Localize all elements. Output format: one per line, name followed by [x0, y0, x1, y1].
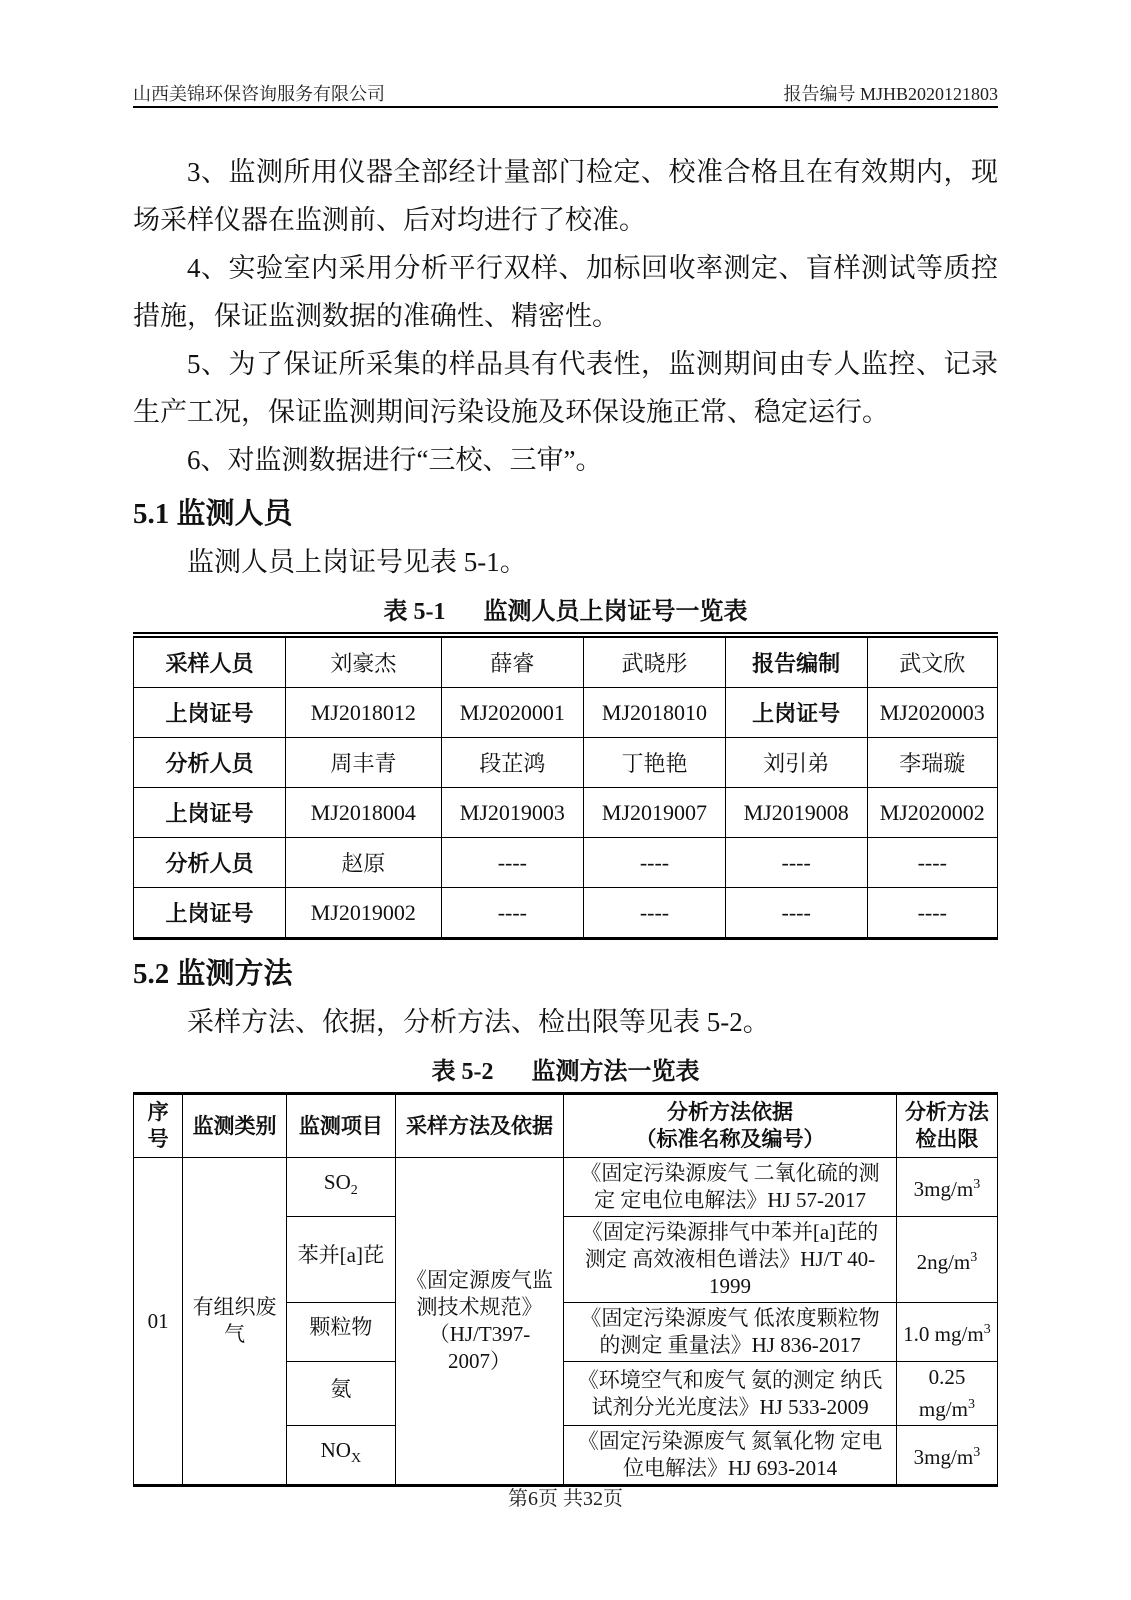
serial-number-cell: 01 [134, 1158, 183, 1486]
limit-superscript: 3 [967, 1397, 975, 1412]
table-row [134, 788, 998, 838]
table-cell: 刘豪杰 [286, 635, 442, 688]
detection-limit-cell [896, 1426, 997, 1486]
analysis-method-cell: 《固定污染源排气中苯并[a]芘的测定 高效液相色谱法》HJ/T 40-1999 [564, 1217, 897, 1303]
table-cell: 薛睿 [441, 635, 584, 688]
item-text: NO [320, 1438, 351, 1463]
analysis-method-cell: 《固定污染源废气 低浓度颗粒物的测定 重量法》HJ 836-2017 [564, 1303, 897, 1362]
row-header-cell: 分析人员 [134, 838, 286, 888]
column-header-limit [896, 1094, 997, 1158]
column-header-item: 监测项目 [286, 1094, 395, 1158]
limit-text: 3mg/m [913, 1445, 974, 1469]
header-divider [133, 106, 998, 108]
table-cell: 武晓彤 [584, 635, 726, 688]
table-cell: 周丰青 [286, 738, 442, 788]
table-5-1-caption-label: 表 5-1 [383, 599, 446, 625]
table-cell: ---- [584, 838, 726, 888]
table-header-row [134, 1094, 998, 1158]
row-header-cell: 上岗证号 [134, 688, 286, 738]
limit-text: 2ng/m [916, 1249, 971, 1274]
report-number: 报告编号 MJHB2020121803 [783, 84, 998, 104]
column-header-sampling: 采样方法及依据 [395, 1094, 563, 1158]
table-cell: MJ2020003 [867, 688, 998, 738]
row-header-cell: 上岗证号 [134, 788, 286, 838]
table-cell: 刘引弟 [725, 738, 867, 788]
table-cell: 丁艳艳 [584, 738, 726, 788]
sampling-method-cell: 《固定源废气监测技术规范》（HJ/T397-2007） [395, 1158, 563, 1486]
table-cell: ---- [441, 888, 584, 939]
limit-superscript: 3 [983, 1322, 991, 1337]
detection-limit-cell [896, 1158, 997, 1217]
table-cell: 李瑞璇 [867, 738, 998, 788]
item-subscript: X [350, 1451, 362, 1467]
item-cell [286, 1217, 395, 1303]
table-cell: ---- [725, 888, 867, 939]
detection-limit-cell [896, 1217, 997, 1303]
detection-limit-cell [896, 1303, 997, 1362]
row-header-cell: 分析人员 [134, 738, 286, 788]
section-5-2-intro: 采样方法、依据，分析方法、检出限等见表 5-2。 [187, 1007, 770, 1037]
detection-limit-cell [896, 1362, 997, 1426]
item-cell [286, 1303, 395, 1362]
row-header-cell: 报告编制 [725, 635, 867, 688]
company-name: 山西美锦环保咨询服务有限公司 [133, 84, 385, 104]
column-header-analysis [564, 1094, 897, 1158]
paragraph-3: 3、监测所用仪器全部经计量部门检定、校准合格且在有效期内，现场采样仪器在监测前、后对均进行了校准。 [133, 157, 998, 235]
paragraph-4: 4、实验室内采用分析平行双样、加标回收率测定、盲样测试等质控措施，保证监测数据的准确性、精密性。 [133, 253, 998, 331]
item-text: SO [323, 1170, 351, 1195]
table-5-2-caption-label: 表 5-2 [431, 1059, 494, 1085]
analysis-method-cell: 《环境空气和废气 氨的测定 纳氏试剂分光光度法》HJ 533-2009 [564, 1362, 897, 1426]
table-cell: 武文欣 [867, 635, 998, 688]
row-header-cell: 采样人员 [134, 635, 286, 688]
item-cell [286, 1158, 395, 1217]
table-5-2 [133, 1092, 998, 1487]
section-5-2-title: 5.2 监测方法 [133, 958, 293, 990]
paragraph-6: 6、对监测数据进行“三校、三审”。 [187, 445, 603, 475]
table-cell: 段芷鸿 [441, 738, 584, 788]
table-row [134, 635, 998, 688]
row-header-cell: 上岗证号 [725, 688, 867, 738]
category-cell: 有组织废气 [183, 1158, 287, 1486]
table-row [134, 838, 998, 888]
table-cell: MJ2018010 [584, 688, 726, 738]
table-5-1-caption-title: 监测人员上岗证号一览表 [483, 599, 748, 625]
limit-superscript: 3 [973, 1177, 981, 1192]
column-header-no: 序号 [134, 1094, 183, 1158]
column-header-analysis-line1: 分析方法依据 [667, 1100, 794, 1124]
item-text: 颗粒物 [309, 1315, 373, 1340]
item-subscript: 2 [350, 1183, 358, 1199]
item-text: 苯并[a]芘 [297, 1242, 384, 1267]
item-cell [286, 1362, 395, 1426]
table-row [134, 888, 998, 939]
table-5-2-caption-title: 监测方法一览表 [531, 1059, 700, 1085]
table-cell: MJ2018004 [286, 788, 442, 838]
limit-text: 3mg/m [913, 1177, 974, 1201]
column-header-limit-line1: 分析方法 [904, 1100, 989, 1124]
section-5-1-intro: 监测人员上岗证号见表 5-1。 [187, 547, 527, 577]
section-5-1-title: 5.1 监测人员 [133, 498, 293, 530]
page-header [133, 80, 998, 106]
table-cell: MJ2019003 [441, 788, 584, 838]
item-cell [286, 1426, 395, 1486]
table-row [134, 688, 998, 738]
table-cell: ---- [867, 838, 998, 888]
table-cell: MJ2019008 [725, 788, 867, 838]
table-cell: ---- [725, 838, 867, 888]
limit-superscript: 3 [970, 1249, 978, 1265]
paragraph-5: 5、为了保证所采集的样品具有代表性，监测期间由专人监控、记录生产工况，保证监测期间污染设施及环保设施正常、稳定运行。 [133, 349, 998, 427]
page-footer: 第6页 共32页 [508, 1488, 623, 1510]
limit-superscript: 3 [973, 1445, 981, 1460]
table-cell: MJ2019007 [584, 788, 726, 838]
limit-text: 0.25 mg/m [918, 1365, 968, 1421]
table-5-2-caption [133, 1052, 998, 1092]
table-cell: MJ2020002 [867, 788, 998, 838]
table-cell: ---- [441, 838, 584, 888]
table-cell: ---- [867, 888, 998, 939]
column-header-category: 监测类别 [183, 1094, 287, 1158]
table-row [134, 738, 998, 788]
table-cell: MJ2019002 [286, 888, 442, 939]
table-cell: 赵原 [286, 838, 442, 888]
analysis-method-cell: 《固定污染源废气 氮氧化物 定电位电解法》HJ 693-2014 [564, 1426, 897, 1486]
table-5-1 [133, 632, 998, 940]
limit-text: 1.0 mg/m [903, 1322, 984, 1346]
analysis-method-cell: 《固定污染源废气 二氧化硫的测定 定电位电解法》HJ 57-2017 [564, 1158, 897, 1217]
table-cell: MJ2018012 [286, 688, 442, 738]
table-5-1-caption [133, 592, 998, 632]
table-row [134, 1158, 998, 1217]
column-header-limit-line2: 检出限 [915, 1127, 979, 1151]
table-cell: MJ2020001 [441, 688, 584, 738]
row-header-cell: 上岗证号 [134, 888, 286, 939]
item-text: 氨 [330, 1376, 352, 1401]
column-header-analysis-line2: （标准名称及编号） [635, 1127, 825, 1151]
table-cell: ---- [584, 888, 726, 939]
page-content [133, 148, 998, 1487]
